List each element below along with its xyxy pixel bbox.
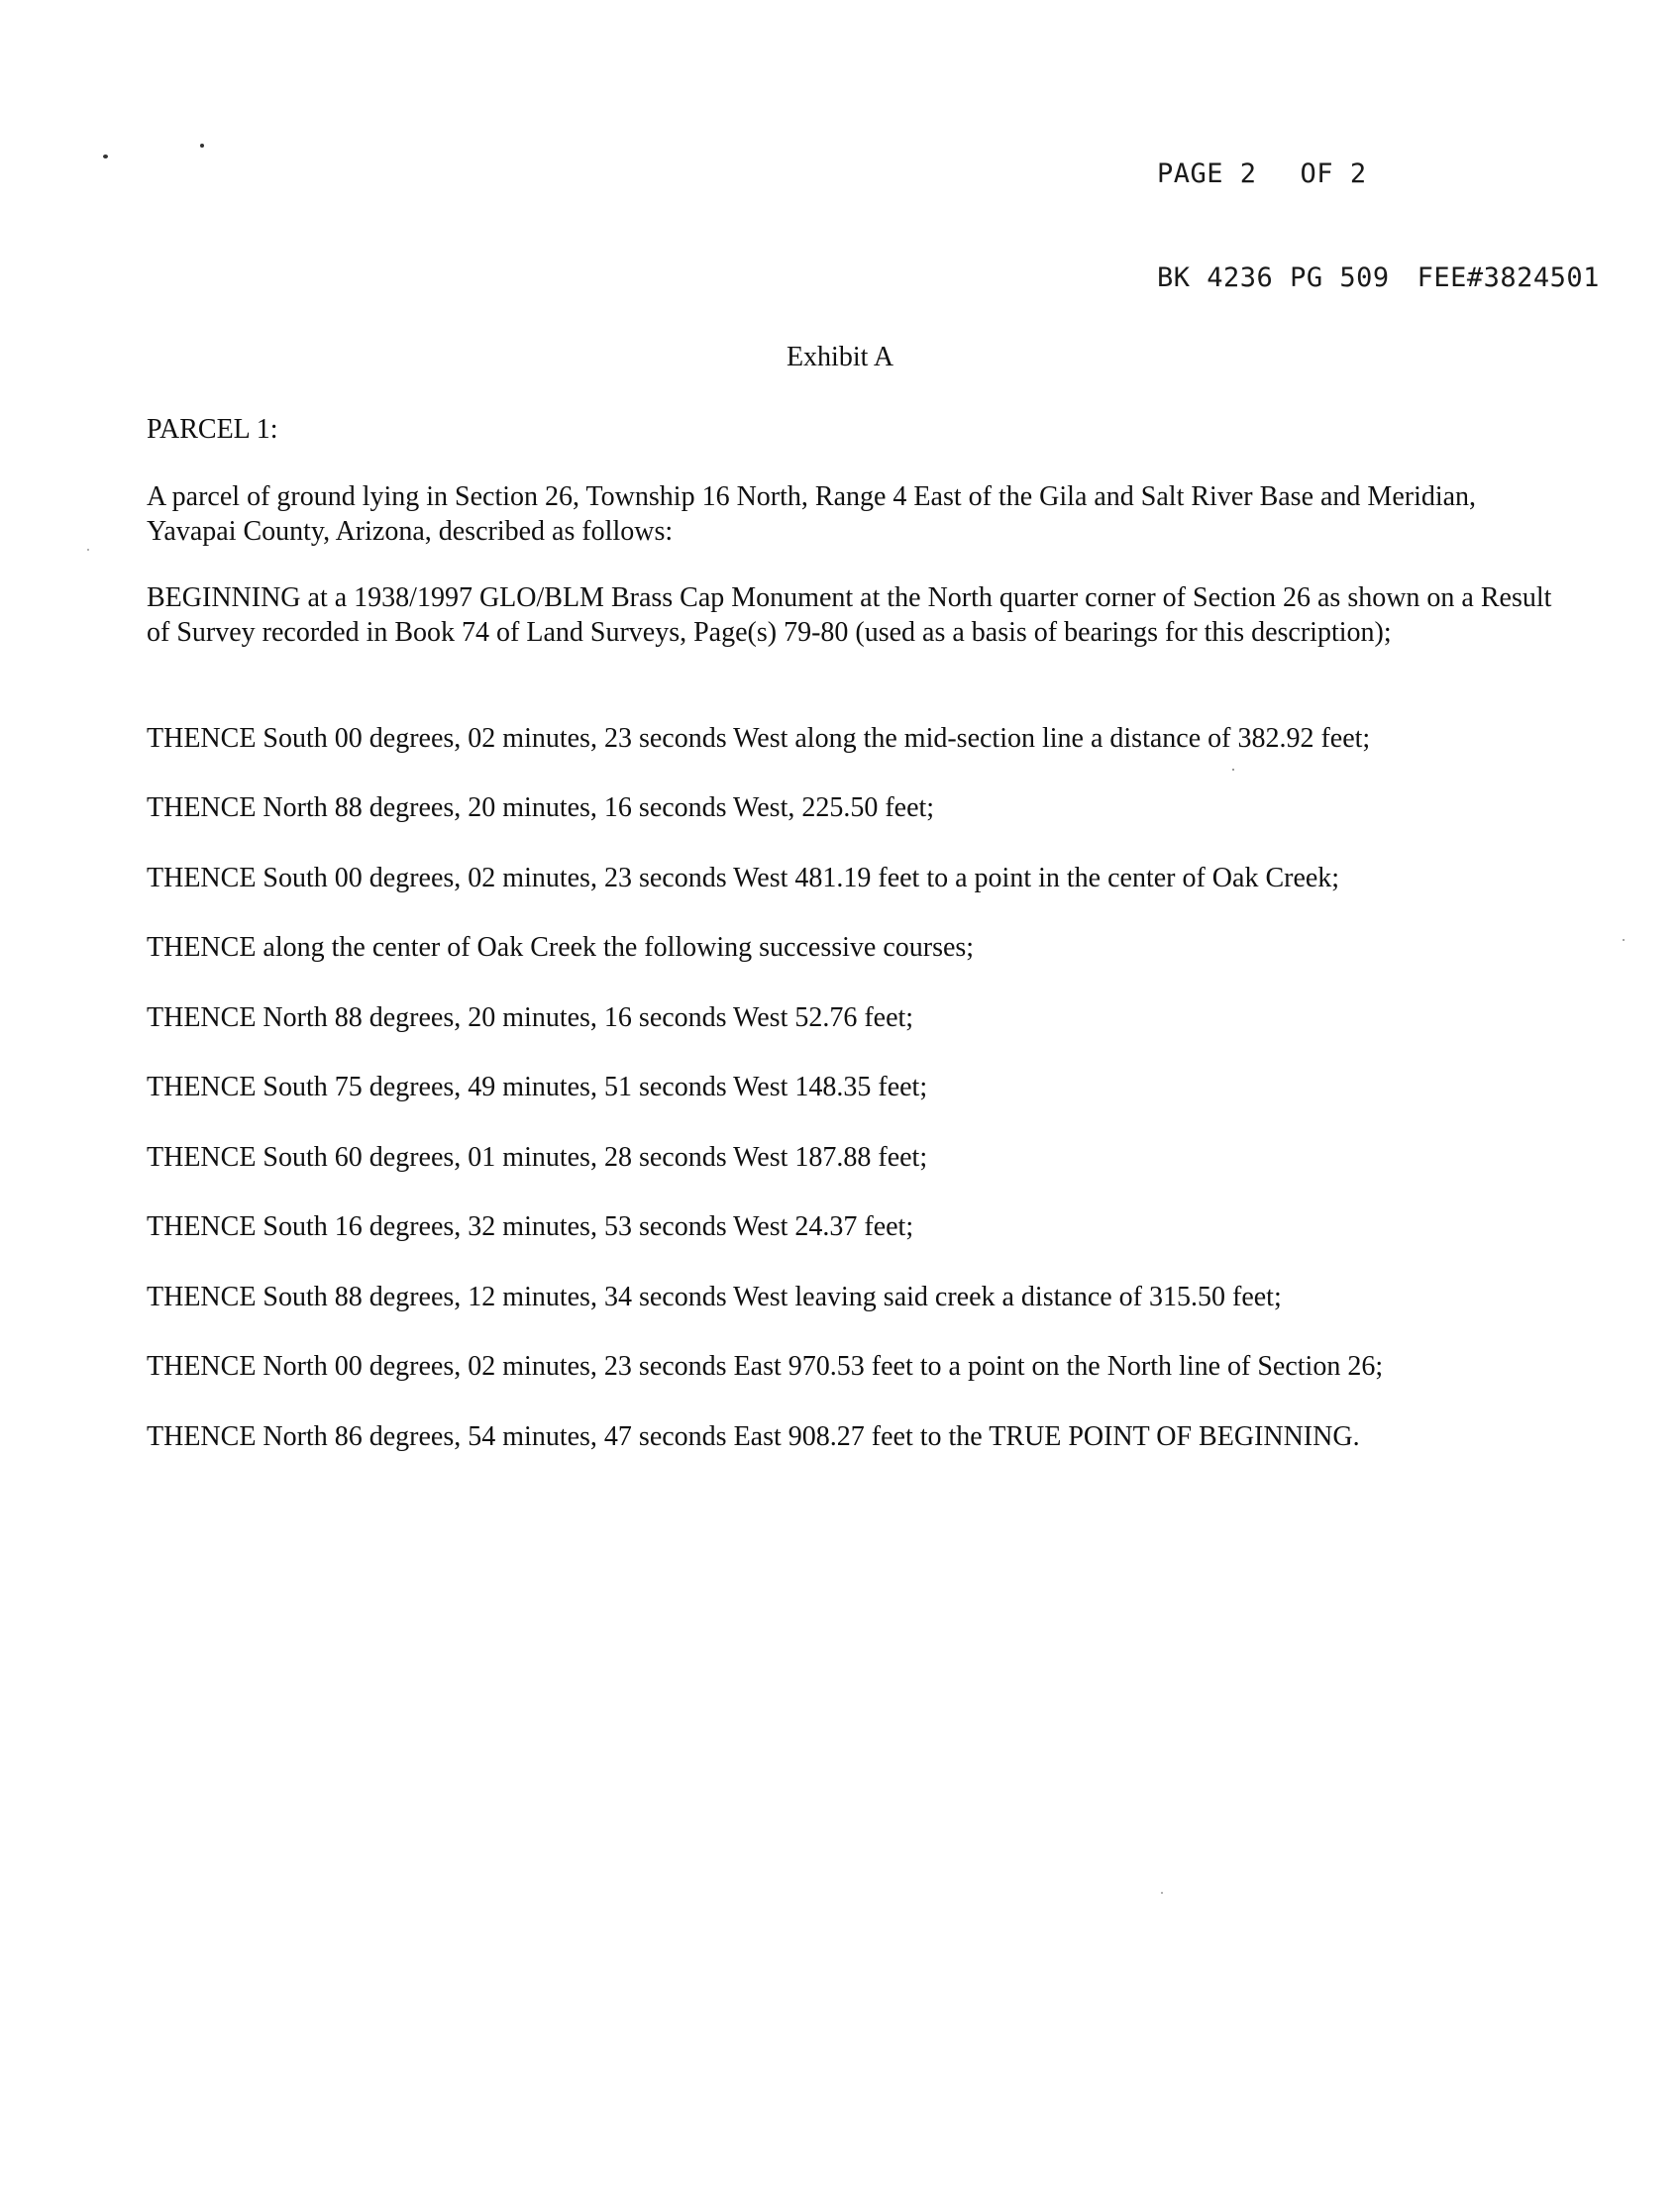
course-line: THENCE North 86 degrees, 54 minutes, 47 seconds East 908.27 feet to the TRUE POINT OF BEGINNING. bbox=[147, 1421, 1360, 1452]
intro-paragraph bbox=[147, 479, 1553, 549]
scan-speck bbox=[103, 155, 108, 158]
exhibit-title-text: Exhibit A bbox=[786, 342, 894, 372]
course-line: THENCE South 75 degrees, 49 minutes, 51 seconds West 148.35 feet; bbox=[147, 1072, 928, 1102]
stamp-fee: FEE#3824501 bbox=[1417, 262, 1600, 293]
course-line: THENCE North 88 degrees, 20 minutes, 16 seconds West, 225.50 feet; bbox=[147, 792, 935, 823]
course-line: THENCE South 00 degrees, 02 minutes, 23 seconds West along the mid-section line a distance of 382.92 feet; bbox=[147, 723, 1371, 754]
scan-speck bbox=[1232, 769, 1234, 771]
intro-text: A parcel of ground lying in Section 26, Township 16 North, Range 4 East of the Gila and Salt River Base and Meridian, Yavapai County, Arizona, described as follows: bbox=[147, 481, 1477, 547]
course-line: THENCE North 00 degrees, 02 minutes, 23 seconds East 970.53 feet to a point on the North line of Section 26; bbox=[147, 1351, 1384, 1382]
recording-stamp bbox=[1157, 87, 1600, 364]
beginning-text: BEGINNING at a 1938/1997 GLO/BLM Brass Cap Monument at the North quarter corner of Section 26 as shown on a Result of Survey recorded in Book 74 of Land Surveys, Page(s) 79-80 (used as a basis of bearings for this description); bbox=[147, 582, 1552, 648]
course-line: THENCE South 88 degrees, 12 minutes, 34 seconds West leaving said creek a distance of 315.50 feet; bbox=[147, 1282, 1282, 1312]
stamp-page-label: PAGE 2 bbox=[1157, 158, 1257, 189]
scan-speck bbox=[87, 549, 89, 551]
stamp-book: BK 4236 bbox=[1157, 262, 1274, 293]
exhibit-title bbox=[0, 341, 1680, 374]
stamp-line-1 bbox=[1157, 156, 1600, 191]
beginning-paragraph bbox=[147, 580, 1553, 650]
stamp-line-2 bbox=[1157, 260, 1600, 295]
scan-speck bbox=[200, 144, 204, 148]
course-line: THENCE along the center of Oak Creek the following successive courses; bbox=[147, 932, 975, 963]
stamp-of-label: OF 2 bbox=[1300, 158, 1367, 189]
course-line: THENCE North 88 degrees, 20 minutes, 16 seconds West 52.76 feet; bbox=[147, 1002, 914, 1033]
parcel-heading-text: PARCEL 1: bbox=[147, 414, 278, 445]
parcel-heading bbox=[147, 412, 1553, 447]
scan-speck bbox=[1161, 1892, 1163, 1894]
course-line: THENCE South 60 degrees, 01 minutes, 28 seconds West 187.88 feet; bbox=[147, 1142, 928, 1173]
scan-speck bbox=[1623, 939, 1625, 941]
stamp-page-ref: PG 509 bbox=[1290, 262, 1390, 293]
course-line: THENCE South 00 degrees, 02 minutes, 23 seconds West 481.19 feet to a point in the center of Oak Creek; bbox=[147, 863, 1340, 893]
course-line: THENCE South 16 degrees, 32 minutes, 53 seconds West 24.37 feet; bbox=[147, 1211, 914, 1242]
